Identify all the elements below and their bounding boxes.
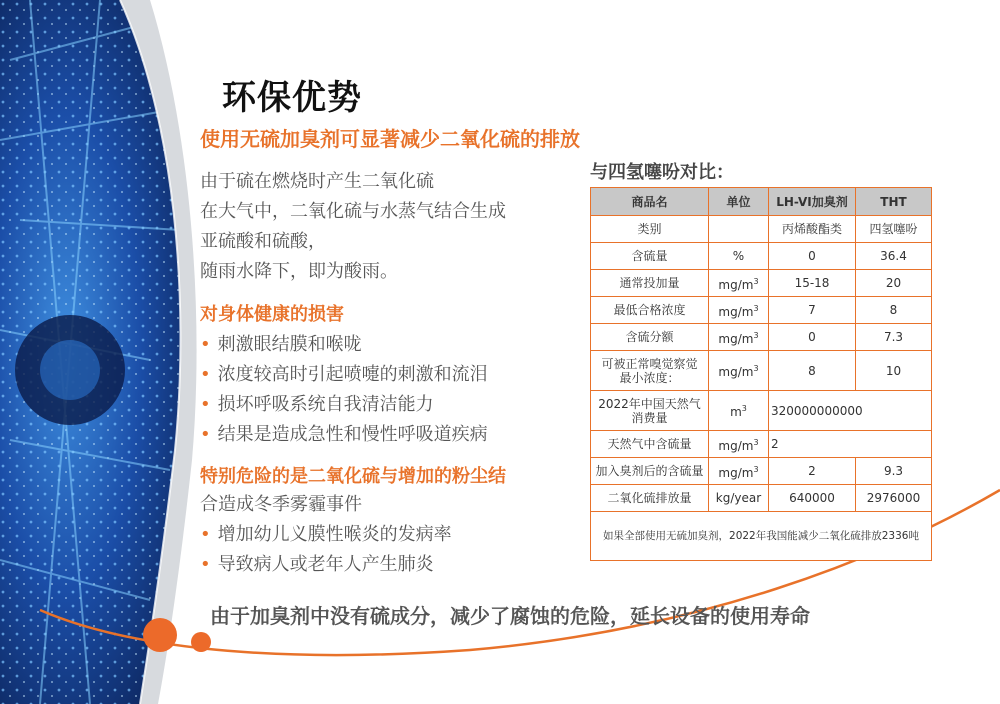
row-label: 含硫分额 [591,324,709,351]
table-row [591,243,932,270]
unit-text: m [730,405,742,419]
unit-cell [709,216,769,243]
danger-heading: 特别危险的是二氧化硫与增加的粉尘结 [200,466,506,487]
list-item: • 浓度较高时引起喷嚏的刺激和流泪 [200,360,488,390]
lh-value: 15-18 [769,270,856,297]
intro-line: 在大气中，二氧化硫与水蒸气结合生成 [200,201,506,222]
row-label-line: 最小浓度： [619,370,680,385]
unit-cell: % [709,243,769,270]
orange-dot-large [143,618,177,652]
row-label: 类别 [591,216,709,243]
unit-exponent: 3 [741,404,747,413]
unit-cell [709,270,769,297]
list-item: • 损坏呼吸系统自我清洁能力 [200,390,488,420]
list-item: • 增加幼儿义膜性喉炎的发病率 [200,520,506,550]
row-label: 二氧化硫排放量 [591,485,709,512]
shared-value: 2 [769,431,932,458]
bottom-statement: 由于加臭剂中没有硫成分，减少了腐蚀的危险，延长设备的使用寿命 [210,604,810,628]
table-row [591,391,932,431]
column-header: THT [856,188,932,216]
table-row [591,458,932,485]
row-label-line: 消费量 [631,410,668,425]
shared-value: 320000000000 [769,391,932,431]
list-item: • 结果是造成急性和慢性呼吸道疾病 [200,420,488,450]
unit-cell [709,297,769,324]
unit-cell [709,324,769,351]
tht-value: 36.4 [856,243,932,270]
lh-value: 7 [769,297,856,324]
tht-value: 7.3 [856,324,932,351]
unit-text: mg/m [718,277,754,292]
unit-text: mg/m [718,465,754,480]
tht-value: 四氢噻吩 [856,216,932,243]
column-header: 单位 [709,188,769,216]
unit-exponent: 3 [753,437,759,447]
table-row [591,324,932,351]
table-row [591,297,932,324]
unit-text: mg/m [718,365,754,379]
table-row [591,351,932,391]
row-label: 通常投加量 [591,270,709,297]
danger-list [200,520,506,580]
intro-paragraph [200,167,590,287]
lh-value: 0 [769,243,856,270]
danger-section [200,464,506,580]
tht-value: 8 [856,297,932,324]
column-header: 商品名 [591,188,709,216]
table-row [591,270,932,297]
row-label-line: 2022年中国天然气 [598,396,701,411]
lh-value: 640000 [769,485,856,512]
table-header-row [591,188,932,216]
comparison-table [590,187,932,561]
unit-cell [709,391,769,431]
row-label: 含硫量 [591,243,709,270]
intro-line: 亚硫酸和硫酸， [200,231,326,252]
unit-text: mg/m [718,438,754,453]
page-title: 环保优势 [222,78,362,118]
unit-exponent: 3 [753,276,759,286]
unit-cell [709,431,769,458]
lead-statement: 使用无硫加臭剂可显著减少二氧化硫的排放 [200,127,580,151]
tht-value: 10 [856,351,932,391]
unit-exponent: 3 [753,364,759,373]
health-list [200,330,488,450]
row-label: 最低合格浓度 [591,297,709,324]
tht-value: 9.3 [856,458,932,485]
unit-cell [709,458,769,485]
unit-exponent: 3 [753,464,759,474]
table-note-row [591,512,932,561]
unit-exponent: 3 [753,303,759,313]
tht-value: 2976000 [856,485,932,512]
table-row [591,431,932,458]
unit-text: mg/m [718,304,754,319]
health-section [200,302,488,450]
row-label [591,351,709,391]
unit-cell [709,351,769,391]
danger-continuation: 合造成冬季雾霾事件 [200,494,362,515]
intro-line: 由于硫在燃烧时产生二氧化硫 [200,171,434,192]
row-label [591,391,709,431]
unit-cell: kg/year [709,485,769,512]
compare-title: 与四氢噻吩对比： [590,162,734,183]
row-label: 加入臭剂后的含硫量 [591,458,709,485]
list-item: • 刺激眼结膜和喉咙 [200,330,488,360]
lh-value: 丙烯酸酯类 [769,216,856,243]
table-row [591,485,932,512]
tht-value: 20 [856,270,932,297]
row-label-line: 可被正常嗅觉察觉 [601,356,698,371]
lh-value: 2 [769,458,856,485]
lh-value: 8 [769,351,856,391]
lh-value: 0 [769,324,856,351]
orange-dot-small [191,632,211,652]
column-header: LH-VI加臭剂 [769,188,856,216]
unit-text: mg/m [718,331,754,346]
row-label: 天然气中含硫量 [591,431,709,458]
intro-line: 随雨水降下，即为酸雨。 [200,261,398,282]
table-row [591,216,932,243]
health-heading: 对身体健康的损害 [200,304,344,325]
table-note: 如果全部使用无硫加臭剂，2022年我国能减少二氧化硫排放2336吨 [591,512,932,561]
list-item: • 导致病人或老年人产生肺炎 [200,550,506,580]
unit-exponent: 3 [753,330,759,340]
